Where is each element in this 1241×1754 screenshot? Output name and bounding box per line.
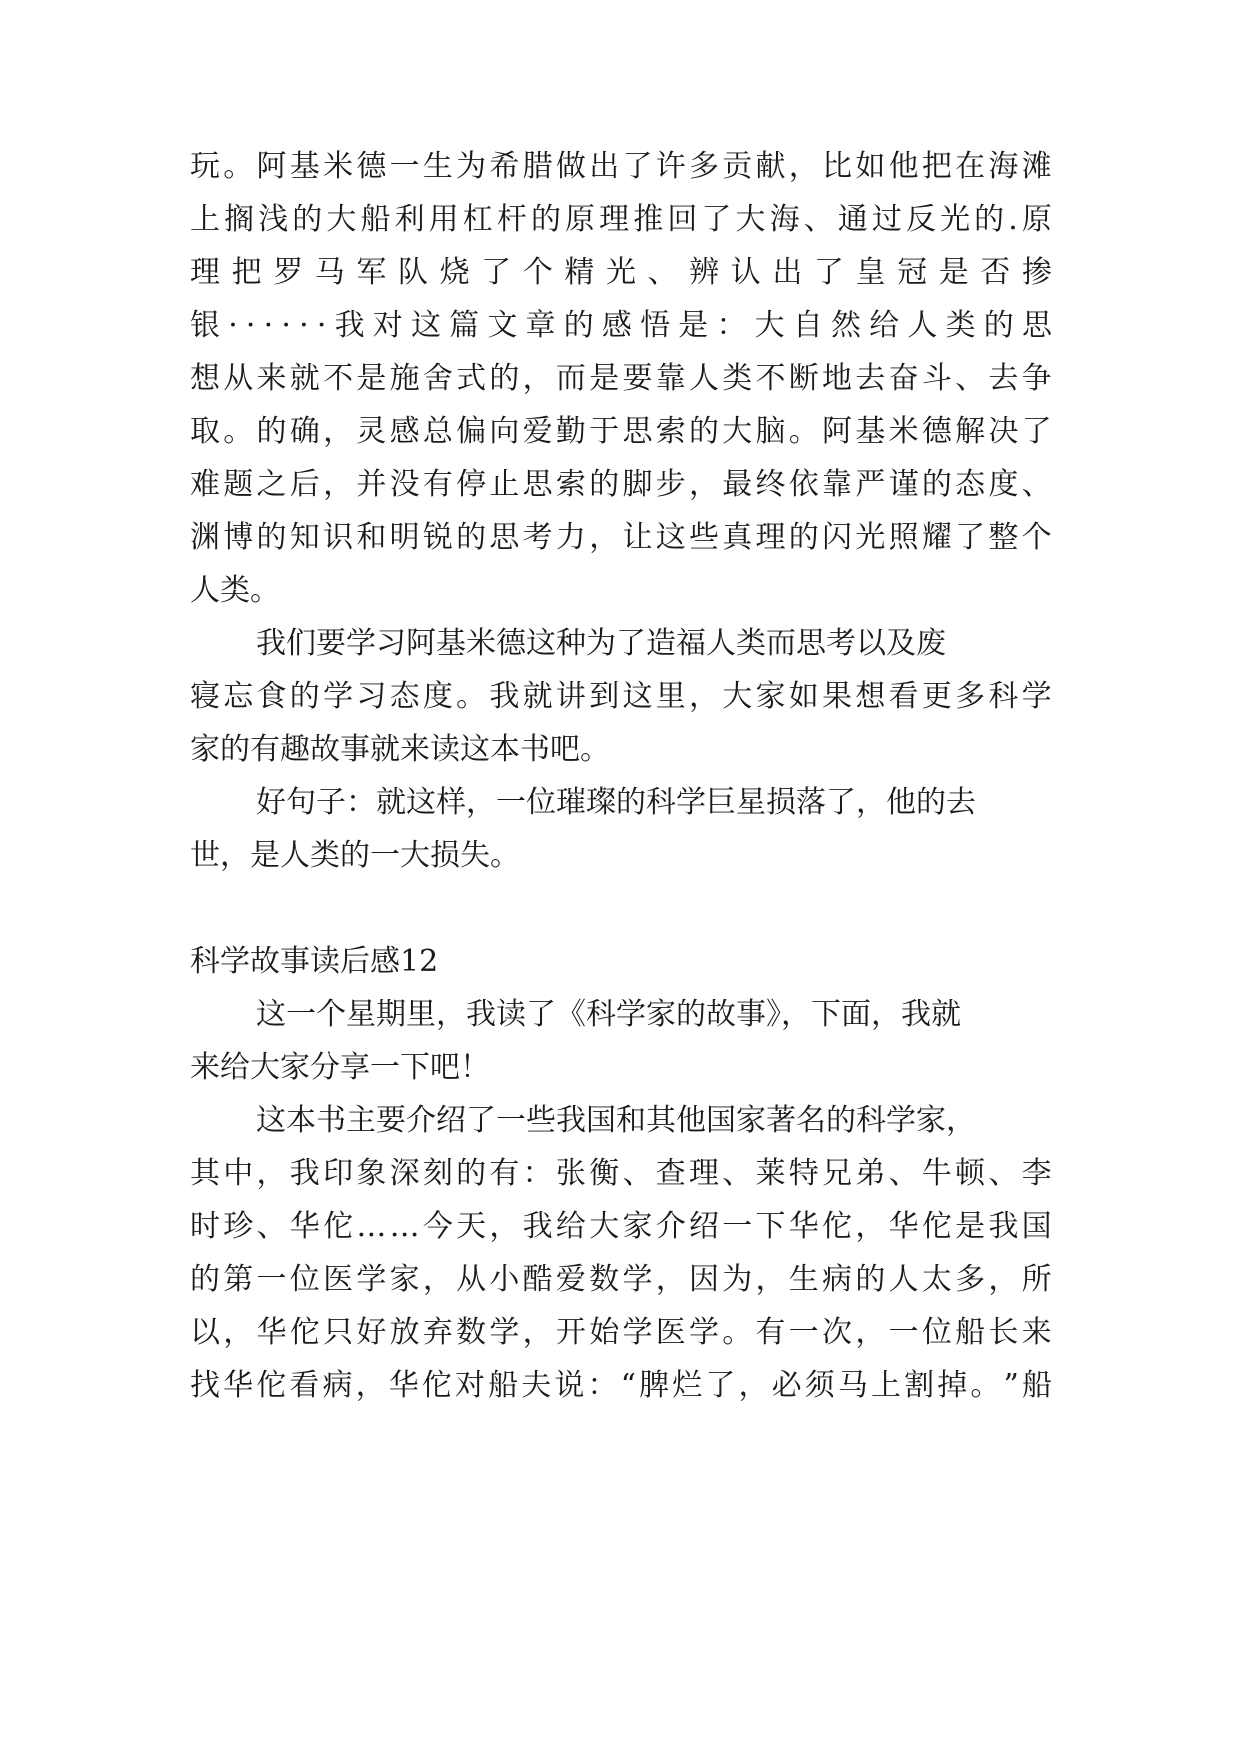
text-line: 来给大家分享一下吧！ — [190, 1050, 490, 1085]
text-line: 难 题 之 后 ， 并 没 有 停 止 思 索 的 脚 步 ， 最 终 依 靠 严 谨 的 态 度 、 — [190, 467, 1052, 502]
text-line: 世，是人类的一大损失。 — [190, 838, 520, 873]
text-line: 人类。 — [190, 573, 280, 608]
text-line: 渊 博 的 知 识 和 明 锐 的 思 考 力 ， 让 这 些 真 理 的 闪 光 照 耀 了 整 个 — [190, 520, 1052, 555]
text-line: 理 把 罗 马 军 队 烧 了 个 精 光 、 辨 认 出 了 皇 冠 是 否 掺 — [190, 255, 1052, 290]
text-line: 的 第 一 位 医 学 家 ， 从 小 酷 爱 数 学 ， 因 为 ， 生 病 的 人 太 多 ， 所 — [190, 1262, 1052, 1297]
text-line: 其 中 ， 我 印 象 深 刻 的 有 ： 张 衡 、 查 理 、 莱 特 兄 弟 、 牛 顿 、 李 — [190, 1156, 1052, 1191]
text-line: 玩 。 阿 基 米 德 一 生 为 希 腊 做 出 了 许 多 贡 献 ， 比 如 他 把 在 海 滩 — [190, 149, 1052, 184]
text-line: 时 珍 、 华 佗 … … 今 天 ， 我 给 大 家 介 绍 一 下 华 佗 ， 华 佗 是 我 国 — [190, 1209, 1052, 1244]
section-heading: 科学故事读后感12 — [190, 944, 439, 979]
text-line: 我们要学习阿基米德这种为了造福人类而思考以及废 — [256, 626, 946, 661]
text-line: 银 · · · · · · 我 对 这 篇 文 章 的 感 悟 是 ： 大 自 然 给 人 类 的 思 — [190, 308, 1052, 343]
text-line: 这本书主要介绍了一些我国和其他国家著名的科学家， — [256, 1103, 976, 1138]
text-line: 以 ， 华 佗 只 好 放 弃 数 学 ， 开 始 学 医 学 。 有 一 次 ， 一 位 船 长 来 — [190, 1315, 1052, 1350]
text-line: 取 。 的 确 ， 灵 感 总 偏 向 爱 勤 于 思 索 的 大 脑 。 阿 基 米 德 解 决 了 — [190, 414, 1052, 449]
text-line: 找 华 佗 看 病 ， 华 佗 对 船 夫 说 ： “ 脾 烂 了 ， 必 须 马 上 割 掉 。 ” 船 — [190, 1368, 1052, 1403]
text-line: 好句子：就这样，一位璀璨的科学巨星损落了，他的去 — [256, 785, 976, 820]
text-line: 上 搁 浅 的 大 船 利 用 杠 杆 的 原 理 推 回 了 大 海 、 通 过 反 光 的 . 原 — [190, 202, 1052, 237]
text-line: 想 从 来 就 不 是 施 舍 式 的 ， 而 是 要 靠 人 类 不 断 地 去 奋 斗 、 去 争 — [190, 361, 1052, 396]
text-line: 这一个星期里，我读了《科学家的故事》，下面，我就 — [256, 997, 961, 1032]
text-line: 家的有趣故事就来读这本书吧。 — [190, 732, 610, 767]
text-line: 寝 忘 食 的 学 习 态 度 。 我 就 讲 到 这 里 ， 大 家 如 果 想 看 更 多 科 学 — [190, 679, 1052, 714]
